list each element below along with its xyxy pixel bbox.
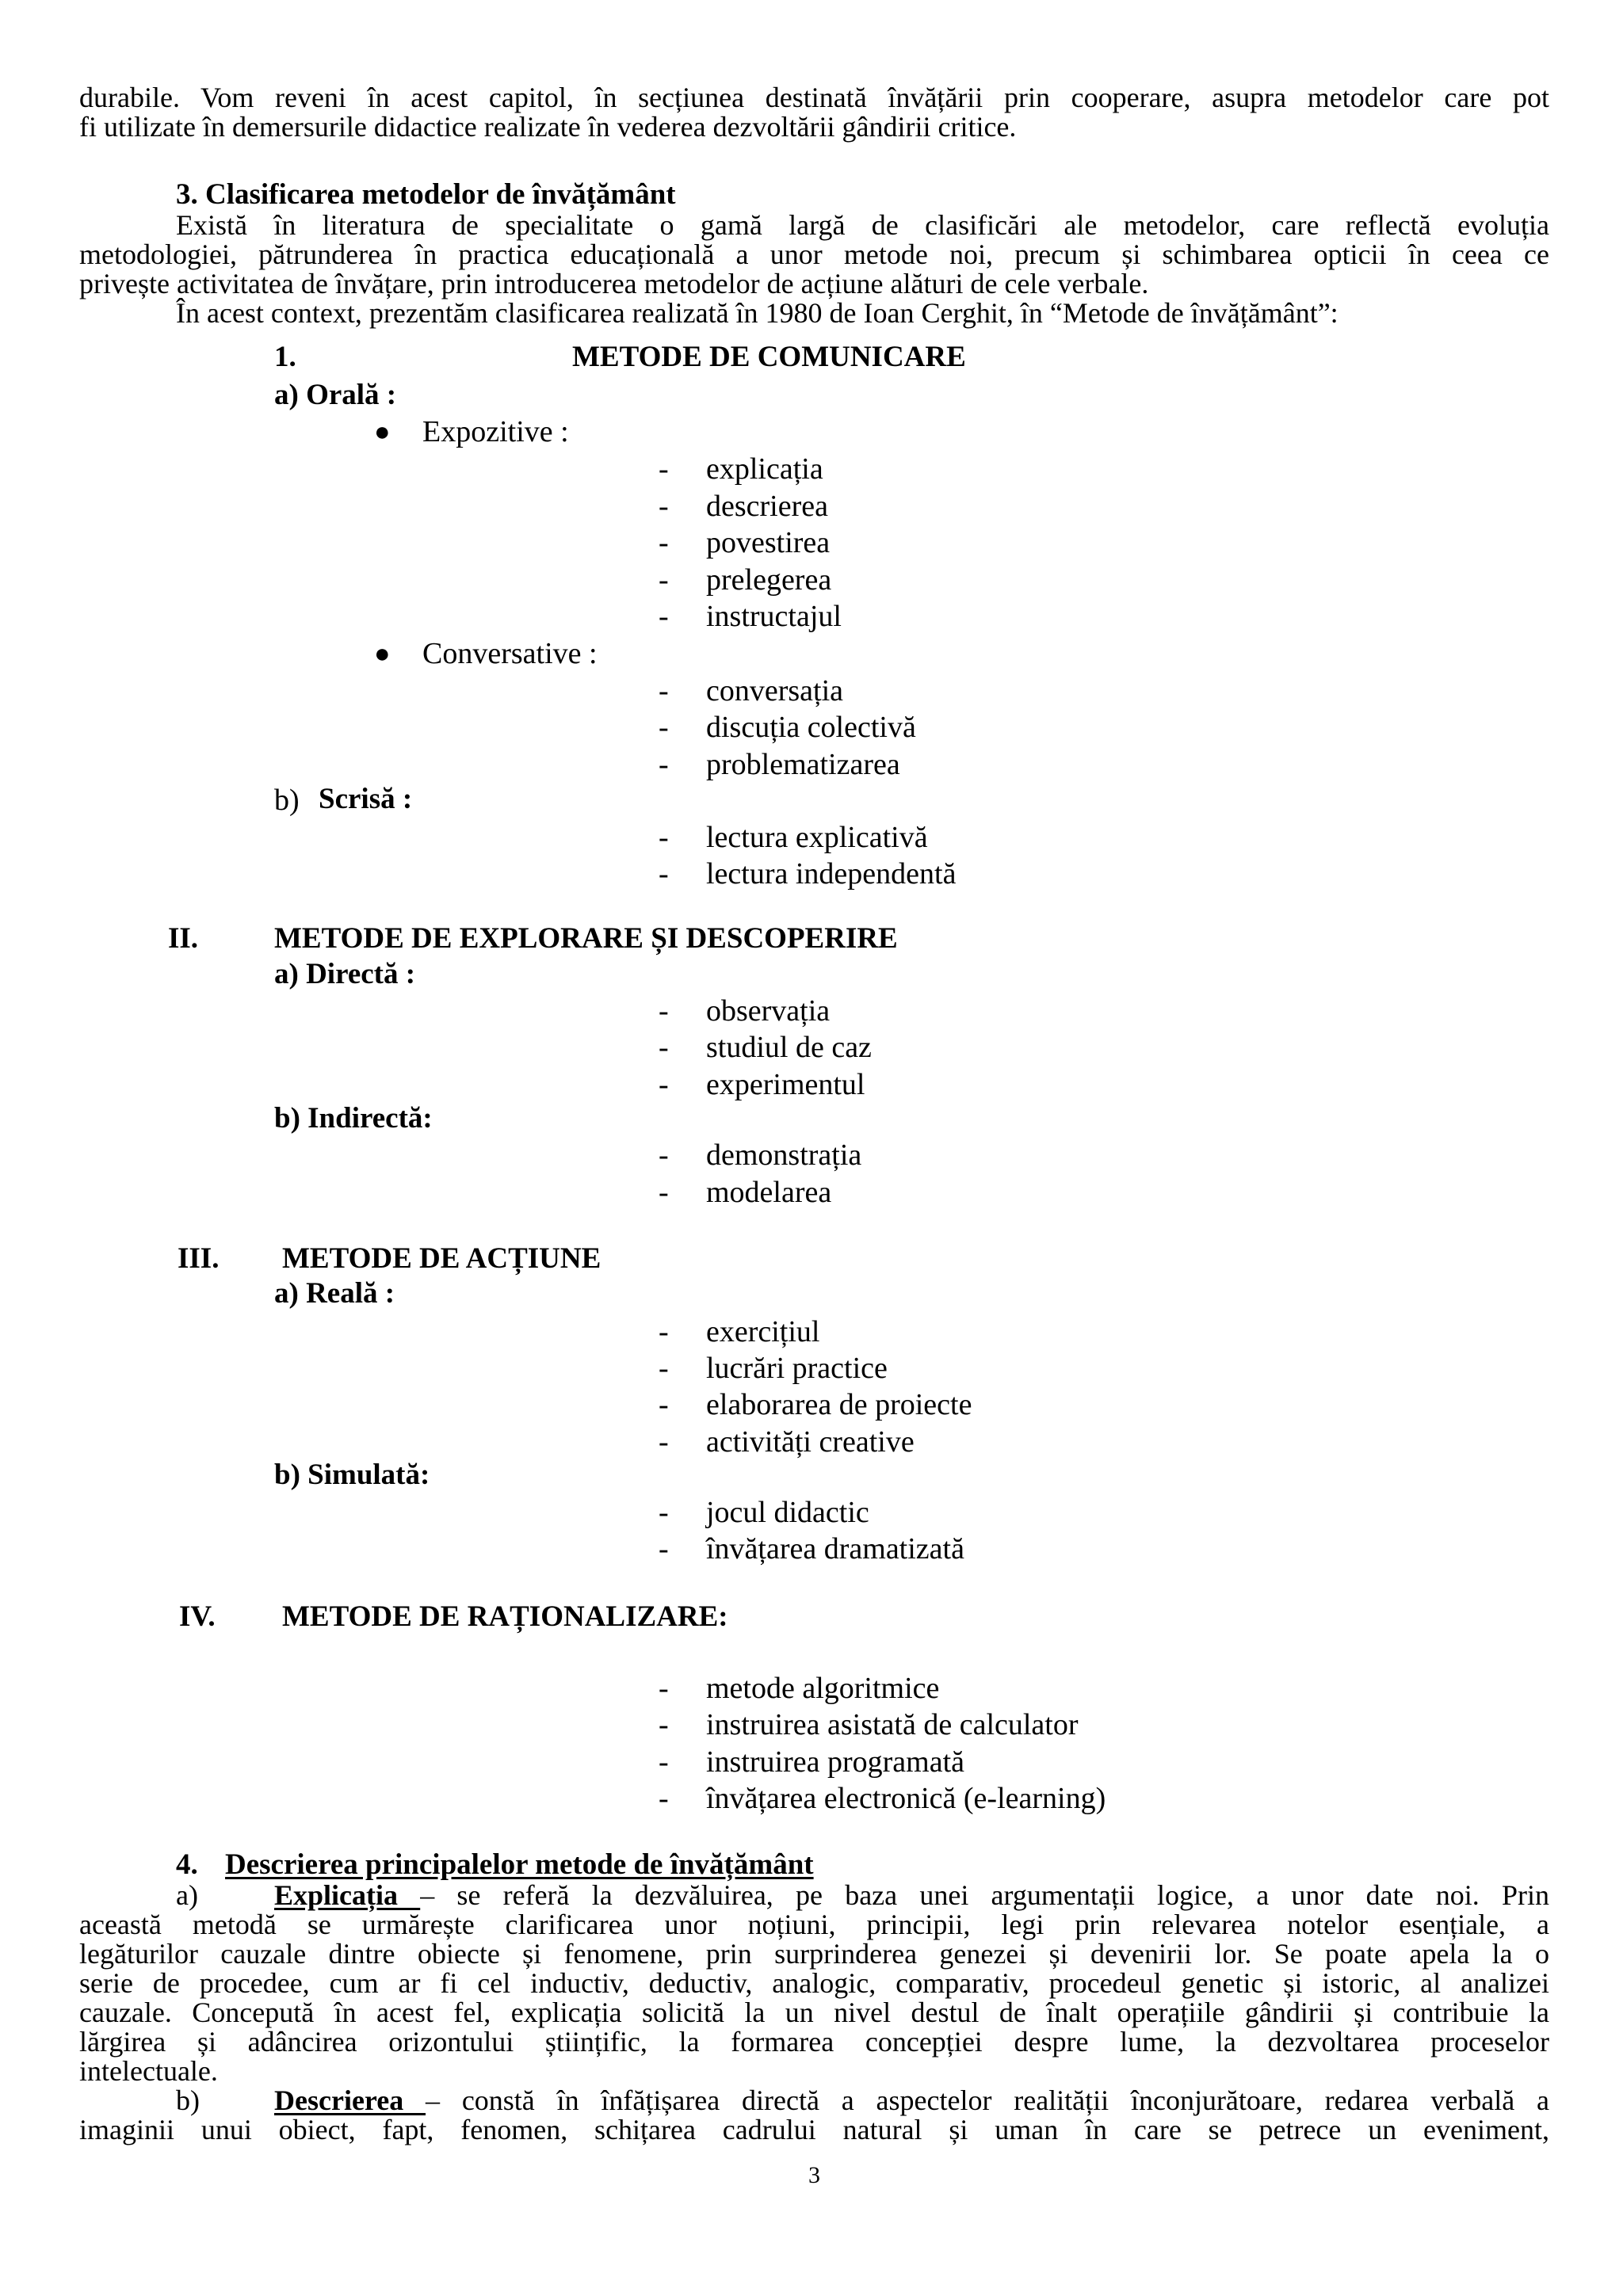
group-2-title: METODE DE EXPLORARE ȘI DESCOPERIRE: [274, 922, 898, 955]
descrierea-term: Descrierea: [274, 2084, 426, 2116]
dash-icon: -: [659, 563, 669, 597]
dash-icon: -: [659, 1068, 669, 1101]
dash-icon: -: [659, 1138, 669, 1172]
list-item: jocul didactic: [706, 1496, 869, 1529]
dash-icon: -: [659, 1352, 669, 1385]
explicatia-marker: a): [176, 1879, 198, 1911]
list-item: învățarea dramatizată: [706, 1532, 964, 1566]
dash-icon: -: [659, 1782, 669, 1815]
group-3-title: METODE DE ACȚIUNE: [282, 1242, 601, 1275]
group-2-number: II.: [168, 922, 199, 955]
list-item: observația: [706, 994, 831, 1028]
descrierea-marker: b): [176, 2084, 200, 2116]
dash-icon: -: [659, 1745, 669, 1779]
intro-line-2: fi utilizate în demersurile didactice realizate în vederea dezvoltării gândirii critice.: [79, 111, 1017, 143]
dash-icon: -: [659, 748, 669, 781]
group-4-number: IV.: [179, 1600, 216, 1633]
section-4-heading: Descrierea principalelor metode de învățământ: [225, 1848, 814, 1881]
dash-icon: -: [659, 1388, 669, 1421]
dash-icon: -: [659, 1031, 669, 1064]
bullet-icon: ●: [374, 639, 391, 669]
list-item: discuția colectivă: [706, 711, 916, 744]
list-item: activități creative: [706, 1425, 915, 1459]
group-3-number: III.: [178, 1242, 220, 1275]
section-3-heading: 3. Clasificarea metodelor de învățământ: [176, 178, 676, 211]
list-item: prelegerea: [706, 563, 832, 597]
list-item: studiul de caz: [706, 1031, 872, 1064]
list-item: instruirea programată: [706, 1745, 965, 1779]
list-item: demonstrația: [706, 1138, 862, 1172]
dash-icon: -: [659, 490, 669, 523]
section-3-para-line-1: Există în literatura de specialitate o gamă largă de clasificări ale metodelor, care reflectă evoluția: [176, 209, 1549, 241]
explicatia-first-line: [274, 1880, 1549, 1910]
list-item: lectura independentă: [706, 857, 957, 891]
dash-icon: -: [659, 1496, 669, 1529]
explicatia-last-line: intelectuale.: [79, 2055, 218, 2087]
list-item: învățarea electronică (e-learning): [706, 1782, 1106, 1815]
group-1-title: METODE DE COMUNICARE: [572, 341, 966, 373]
dash-icon: -: [659, 1672, 669, 1705]
dash-icon: -: [659, 674, 669, 707]
group-3-subgroup-a: a) Reală :: [274, 1277, 395, 1310]
list-item: problematizarea: [706, 748, 900, 781]
list-item: conversația: [706, 674, 844, 707]
list-item: povestirea: [706, 526, 831, 559]
dash-icon: -: [659, 526, 669, 559]
group-1-subgroup-a: a) Orală :: [274, 379, 397, 411]
group-2-subgroup-b: b) Indirectă:: [274, 1102, 433, 1135]
explicatia-text: – se referă la dezvăluirea, pe baza unei argumentații logice, a unor date noi. Prin: [420, 1879, 1549, 1911]
explicatia-line: lărgirea și adâncirea orizontului științific, la formarea concepției despre lume, la dezvoltarea proceselor: [79, 2026, 1549, 2058]
dash-icon: -: [659, 1532, 669, 1566]
list-item: metode algoritmice: [706, 1672, 940, 1705]
dash-icon: -: [659, 1315, 669, 1348]
dash-icon: -: [659, 821, 669, 854]
dash-icon: -: [659, 857, 669, 891]
expozitive-label: Expozitive :: [422, 415, 569, 448]
explicatia-line: serie de procedee, cum ar fi cel inductiv, deductiv, analogic, comparativ, procedeul genetic și istoric, al analizei: [79, 1967, 1549, 1999]
dash-icon: -: [659, 1176, 669, 1209]
dash-icon: -: [659, 600, 669, 633]
list-item: instructajul: [706, 600, 842, 633]
list-item: experimentul: [706, 1068, 865, 1101]
conversative-label: Conversative :: [422, 637, 598, 670]
dash-icon: -: [659, 1708, 669, 1741]
list-item: explicația: [706, 452, 823, 486]
intro-line-1: durabile. Vom reveni în acest capitol, în secțiunea destinată învățării prin cooperare, asupra metodelor care pot: [79, 82, 1549, 113]
list-item: instruirea asistată de calculator: [706, 1708, 1079, 1741]
list-item: descrierea: [706, 490, 828, 523]
group-3-subgroup-b: b) Simulată:: [274, 1459, 430, 1491]
explicatia-line: această metodă se urmărește clarificarea unor noțiuni, principii, legi prin relevarea notelor esențiale, a: [79, 1909, 1549, 1940]
list-item: elaborarea de proiecte: [706, 1388, 972, 1421]
descrierea-line-2: imaginii unui obiect, fapt, fenomen, schițarea cadrului natural și uman în care se petrece un eveniment,: [79, 2114, 1549, 2145]
group-2-subgroup-a: a) Directă :: [274, 958, 416, 990]
group-1-subgroup-b-marker: b): [274, 784, 300, 817]
section-3-para-line-2: metodologiei, pătrunderea în practica educațională a unor metode noi, precum și schimbarea opticii în ceea ce: [79, 238, 1549, 270]
list-item: modelarea: [706, 1176, 832, 1209]
list-item: lucrări practice: [706, 1352, 888, 1385]
group-4-title: METODE DE RAȚIONALIZARE:: [282, 1600, 728, 1633]
explicatia-line: cauzale. Concepută în acest fel, explicația solicită la un nivel destul de înalt operațiile gândirii și contribuie la: [79, 1997, 1549, 2028]
bullet-icon: ●: [374, 418, 391, 447]
descrierea-text: – constă în înfățișarea directă a aspectelor realității înconjurătoare, redarea verbală a: [426, 2084, 1550, 2116]
group-1-subgroup-b: Scrisă :: [319, 783, 413, 815]
list-item: exercițiul: [706, 1315, 820, 1348]
descrierea-first-line: [274, 2085, 1549, 2115]
group-1-number: 1.: [274, 341, 296, 373]
page-number: 3: [808, 2162, 820, 2188]
section-4-number: 4.: [176, 1848, 198, 1881]
section-3-para-line-3: privește activitatea de învățare, prin introducerea metodelor de acțiune alături de cele verbale.: [79, 268, 1149, 299]
dash-icon: -: [659, 994, 669, 1028]
explicatia-line: legăturilor cauzale dintre obiecte și fenomene, prin surprinderea genezei și devenirii lor. Se poate apela la o: [79, 1938, 1549, 1970]
explicatia-term: Explicația: [274, 1879, 421, 1911]
dash-icon: -: [659, 711, 669, 744]
dash-icon: -: [659, 1425, 669, 1459]
dash-icon: -: [659, 452, 669, 486]
list-item: lectura explicativă: [706, 821, 928, 854]
section-3-para2: În acest context, prezentăm clasificarea realizată în 1980 de Ioan Cerghit, în “Metode de învățământ”:: [176, 297, 1338, 329]
